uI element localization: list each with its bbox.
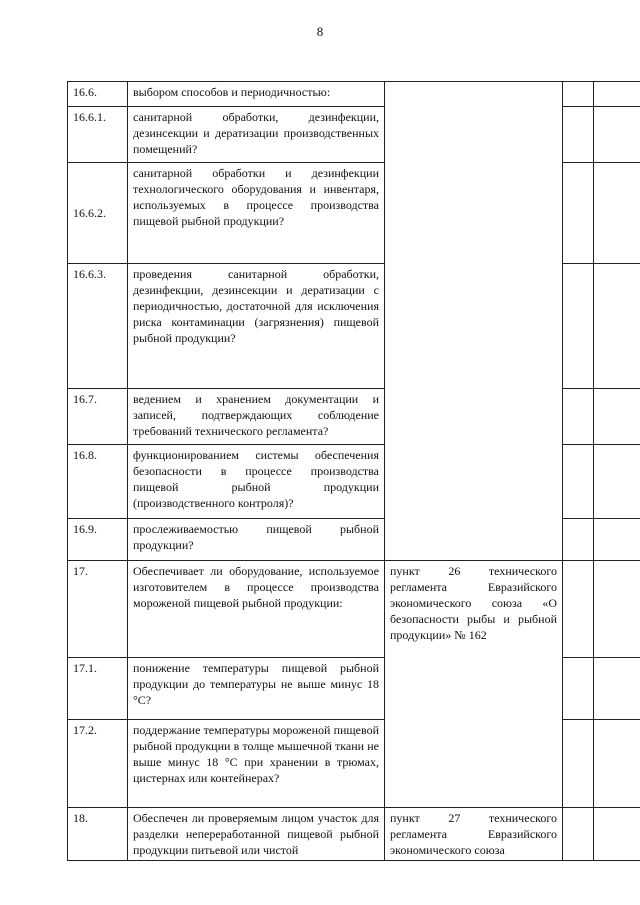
empty-cell [594,163,640,264]
empty-cell [563,720,594,808]
empty-cell [594,389,640,445]
empty-cell [563,445,594,519]
empty-cell [563,264,594,389]
table-row [68,808,640,861]
reference-text: пункт 27 технического регламента Евразийского экономического союза [385,808,563,861]
question-text: поддержание температуры мороженой пищевой рыбной продукции в толще мышечной ткани не выше минус 18 °С при хранении в трюмах, цистернах или контейнерах? [128,720,385,808]
question-text: прослеживаемостью пищевой рыбной продукции? [128,519,385,561]
reference-cell [385,82,563,561]
row-number: 18. [68,808,128,861]
row-number: 17. [68,561,128,658]
page-number: 8 [316,24,324,39]
table-row [68,561,640,658]
empty-cell [594,720,640,808]
empty-cell [594,519,640,561]
row-number: 16.7. [68,389,128,445]
row-number: 16.6.2. [68,163,128,264]
empty-cell [594,82,640,107]
empty-cell [563,163,594,264]
empty-cell [563,107,594,163]
empty-cell [563,82,594,107]
question-text: выбором способов и периодичностью: [128,82,385,107]
empty-cell [563,808,594,861]
checklist-table [67,81,640,861]
question-text: Обеспечивает ли оборудование, используемое изготовителем в процессе производства мороженой пищевой рыбной продукции: [128,561,385,658]
reference-text: пункт 26 технического регламента Евразийского экономического союза «О безопасности рыбы и рыбной продукции» № 162 [385,561,563,808]
empty-cell [563,561,594,658]
question-text: Обеспечен ли проверяемым лицом участок для разделки непереработанной пищевой рыбной продукции питьевой или чистой [128,808,385,861]
row-number: 16.8. [68,445,128,519]
empty-cell [594,107,640,163]
question-text: санитарной обработки и дезинфекции технологического оборудования и инвентаря, используемых в процессе производства пищевой рыбной продукции? [128,163,385,264]
row-number: 16.6.1. [68,107,128,163]
empty-cell [594,808,640,861]
empty-cell [594,445,640,519]
empty-cell [563,389,594,445]
question-text: функционированием системы обеспечения безопасности в процессе производства пищевой рыбной продукции (производственного контроля)? [128,445,385,519]
question-text: санитарной обработки, дезинфекции, дезинсекции и дератизации производственных помещений? [128,107,385,163]
empty-cell [594,264,640,389]
row-number: 16.6.3. [68,264,128,389]
row-number: 17.2. [68,720,128,808]
table-row [68,82,640,107]
empty-cell [594,658,640,720]
question-text: ведением и хранением документации и записей, подтверждающих соблюдение требований технического регламента? [128,389,385,445]
empty-cell [563,658,594,720]
empty-cell [594,561,640,658]
question-text: проведения санитарной обработки, дезинфекции, дезинсекции и дератизации с периодичностью, достаточной для исключения риска контаминации (загрязнения) пищевой рыбной продукции? [128,264,385,389]
row-number: 17.1. [68,658,128,720]
row-number: 16.9. [68,519,128,561]
question-text: понижение температуры пищевой рыбной продукции до температуры не выше минус 18 °С? [128,658,385,720]
empty-cell [563,519,594,561]
row-number: 16.6. [68,82,128,107]
